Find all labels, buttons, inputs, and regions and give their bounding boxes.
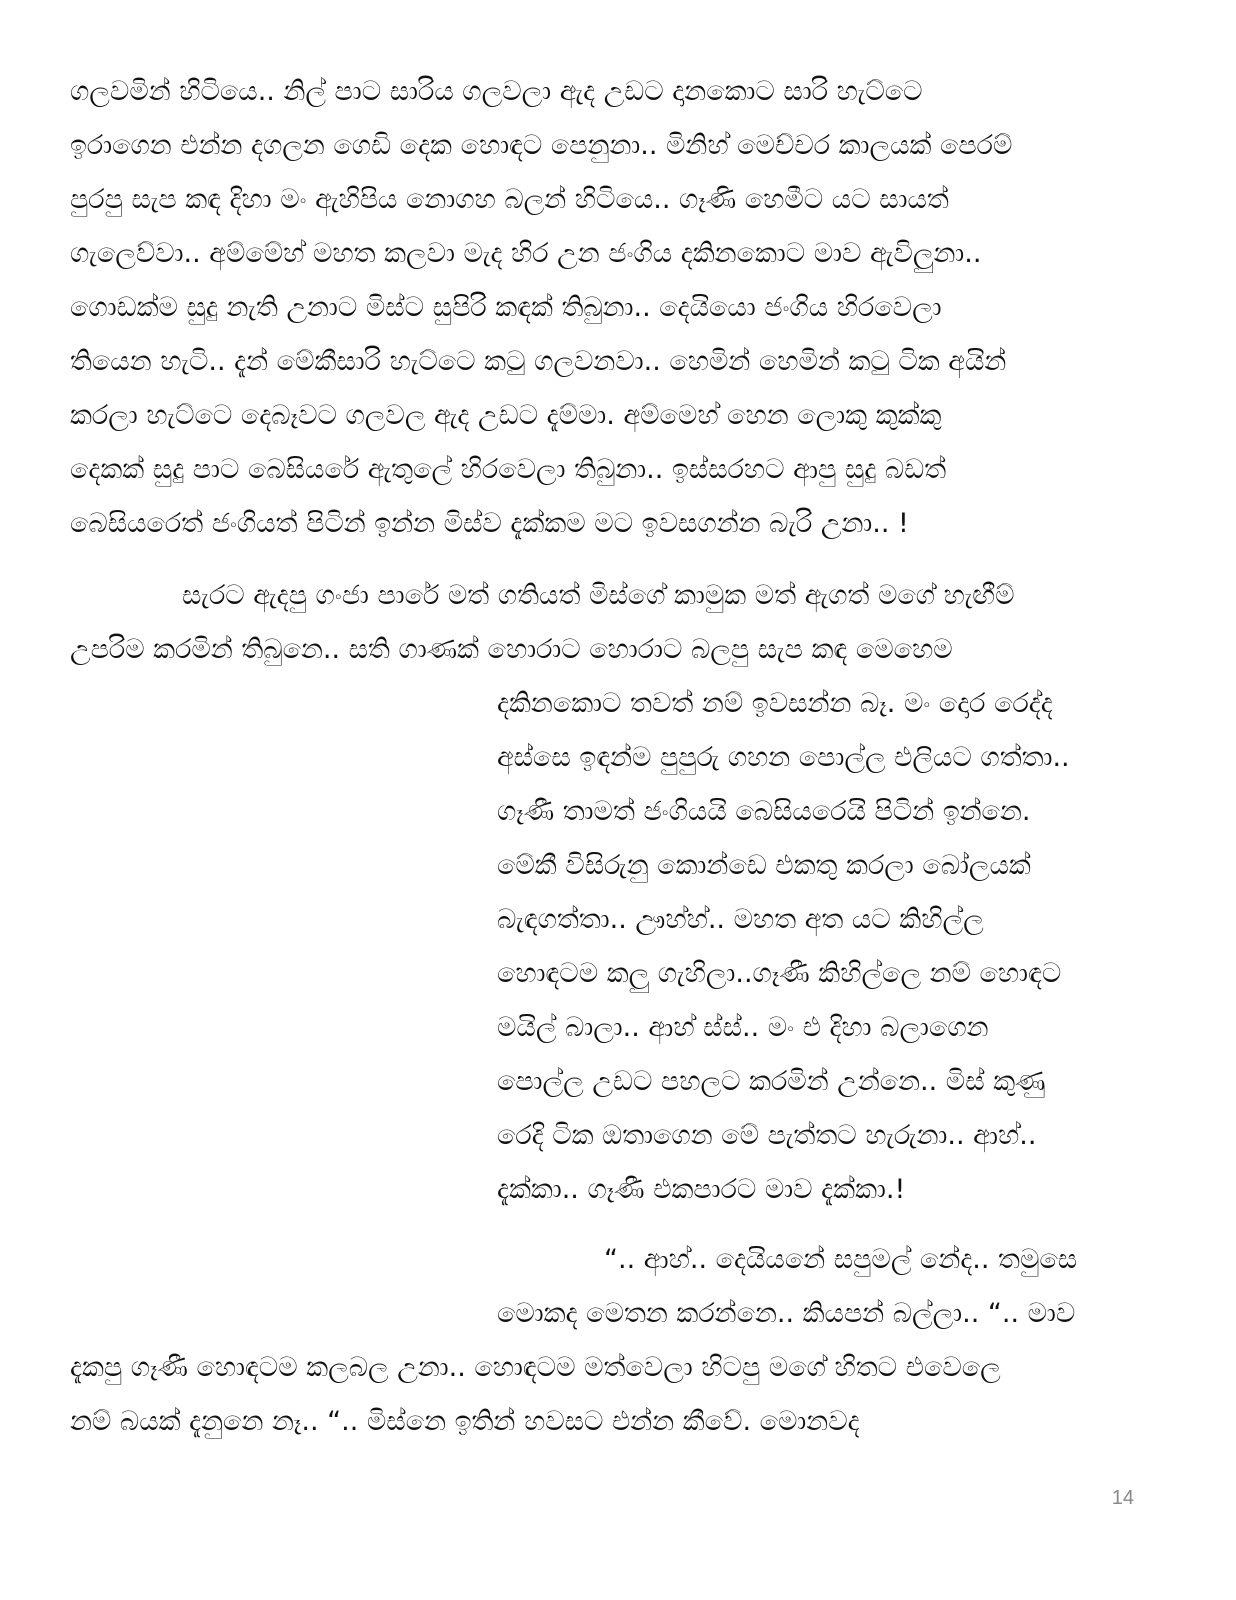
text-line: නම් බයක් දැනුනෙ නෑ.. “.. මිස්නෙ ඉතින් හවසට එන්න කීවේ. මොනවද xyxy=(70,1406,860,1437)
text-line: දැක්කා.. ගෑණී එකපාරට මාව දැක්කා.! xyxy=(497,1174,906,1205)
text-line: අස්සෙ ඉඳන්ම පුපුරු ගහන පොල්ල එලියට ගත්තා.. xyxy=(497,742,1070,773)
text-line: ගලවමින් හිටියෙ.. නිල් පාට සාරිය ගලවලා ඇද උඩට දානකොට සාරි හැට්ටෙ xyxy=(70,76,923,107)
text-line: බැඳගත්තා.. ඌහ්හ්.. මහත අත යට කිහිල්ල xyxy=(497,904,984,935)
text-line: මොකද මෙතන කරන්නෙ.. කියපන් බල්ලා.. “.. මාව xyxy=(497,1298,1076,1329)
text-line: මයිල් බාලා.. ආහ් ස්ස්.. මං එ දිහා බලාගෙන xyxy=(497,1012,989,1043)
text-line: හොඳටම කලු ගැහිලා..ගෑණී කිහිල්ලෙ නම් හොඳට xyxy=(497,958,1062,989)
text-line: උපරිම කරමින් තිබුනෙ.. සති ගාණක් හොරාට හොරාට බලපු සැප කඳ මෙහෙම xyxy=(70,634,953,665)
text-line: ගැලෙව්වා.. අම්මේහ් මහත කලවා මැද හිර උන ජංගිය දකිනකොට මාව ඇවිලුනා.. xyxy=(70,238,982,269)
text-line: බෙසියරෙත් ජංගියත් පිටින් ඉන්න මිස්ව දැක්කම මට ඉවසගන්න බැරි උනා.. ! xyxy=(70,508,909,539)
page-number: 14 xyxy=(1111,1487,1134,1509)
text-line: දෙකක් සුදු පාට බෙසියරේ ඇතුලේ හිරවෙලා තිබුනා.. ඉස්සරහට ආපු සුදු බඩත් xyxy=(70,454,947,485)
text-line: දැකපු ගෑණී හොඳටම කලබල උනා.. හොඳටම මත්වෙලා හිටපු මගේ හිතට එවෙලෙ xyxy=(70,1352,1001,1383)
text-line: ඉරාගෙන එන්න දගලන ගෙඩි දෙක හොඳට පෙනුනා.. මිනිහ් මෙච්චර කාලයක් පෙරම් xyxy=(70,130,1013,161)
text-line: දකිනකොට තවත් නම් ඉවසන්න බෑ. මං දොර රෙද්ද xyxy=(497,688,1053,719)
text-line: රෙදි ටික ඔතාගෙන මේ පැත්තට හැරුනා.. ආහ්.. xyxy=(497,1120,1037,1151)
text-line: මේකී විසිරුනු කොන්ඩෙ එකතු කරලා බෝලයක් xyxy=(497,850,1031,881)
text-line: කරලා හැට්ටෙ දෙබෑවට ගලවල ඇද උඩට දැම්මා. අම්මෙහ් හෙන ලොකු කුක්කු xyxy=(70,400,942,431)
text-line: ගොඩක්ම සුදු නැති උනාට මිස්ට සුපිරි කඳක් තිබුනා.. දෙයියො ජංගිය හිරවෙලා xyxy=(70,292,942,323)
text-line: පොල්ල උඩට පහලට කරමින් උන්නෙ.. මිස් කුණු xyxy=(497,1066,1046,1097)
text-line: පුරපු සැප කඳ දිහා මං ඇහිපිය නොගහ බලන් හිටියෙ.. ගෑණි හෙමීට යට සායත් xyxy=(70,184,949,215)
text-line: තියෙන හැටි.. දැන් මේකීසාරි හැට්ටෙ කටු ගලවනවා.. හෙමින් හෙමින් කටු ටික අයින් xyxy=(70,346,1007,377)
text-line: සැරට ඇදපු ගංජා පාරේ මත් ගතියත් මිස්ගේ කාමුක මත් ඇගත් මගේ හැඟීම් xyxy=(182,580,1015,611)
text-line: ගෑණී තාමත් ජංගියයි බෙසියරෙයි පිටින් ඉන්නෙ. xyxy=(497,796,1031,827)
text-line: “.. ආහ්.. දෙයියනේ සපුමල් නේද.. තමුසෙ xyxy=(604,1244,1078,1275)
